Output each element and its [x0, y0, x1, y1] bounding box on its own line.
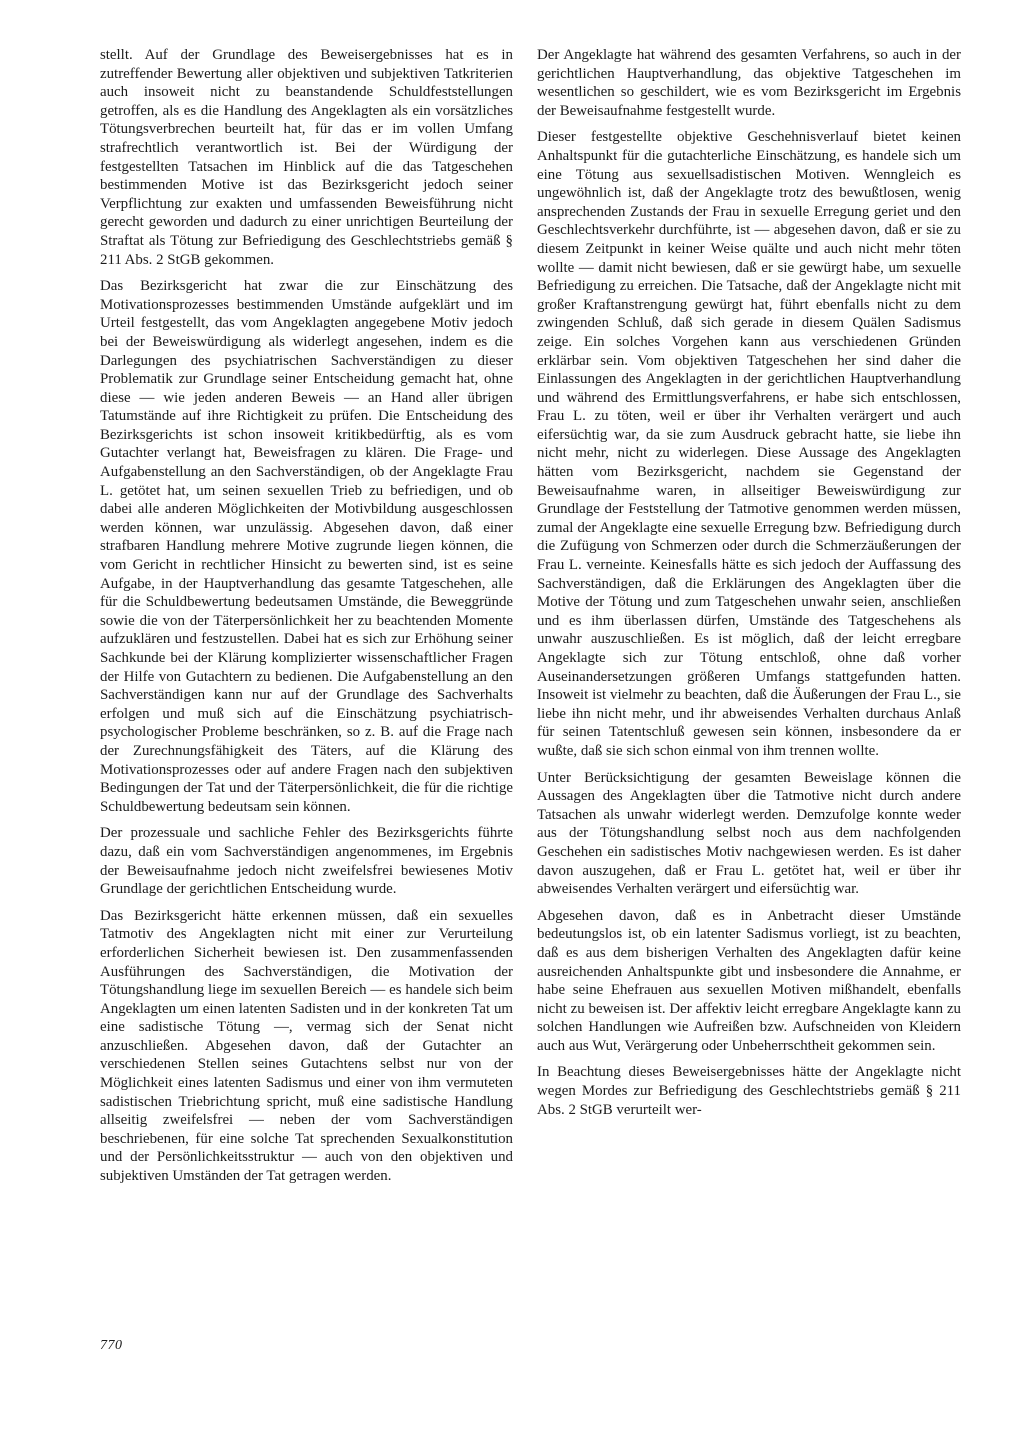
paragraph: Das Bezirksgericht hätte erkennen müssen, daß ein sexuelles Tatmotiv des Angeklagten nicht mit einer zur Verurteilung erforderlichen Sicherheit bewiesen ist. Den zusammenfassenden Ausführungen des Sachverständigen, die Motivation der Tötungshandlung liege im sexuellen Bereich — es handele sich beim Angeklagten um einen latenten Sadisten und in der konkreten Tat um eine sadistische Tötung —, vermag sich der Senat nicht anzuschließen. Abgesehen davon, daß der Gutachter an verschiedenen Stellen seines Gutachtens selbst nur von der Möglichkeit eines latenten Sadismus und einer von ihm vermuteten sadistischen Triebrichtung spricht, muß eine sadistische Handlung allseitig zweifelsfrei — neben der vom Sachverständigen beschriebenen, für eine solche Tat sprechenden Sexualkonstitution und der Persönlichkeitsstruktur — auch von den objektiven und subjektiven Umständen der Tat getragen werden.: [100, 907, 513, 1185]
paragraph: In Beachtung dieses Beweisergebnisses hätte der Angeklagte nicht wegen Mordes zur Befriedigung des Geschlechtstriebs gemäß § 211 Abs. 2 StGB verurteilt wer-: [537, 1064, 961, 1118]
right-column: [537, 46, 961, 1127]
paragraph: stellt. Auf der Grundlage des Beweisergebnisses hat es in zutreffender Bewertung aller objektiven und subjektiven Tatkriterien auch insoweit nicht zu beanstandende Schuldfeststellungen getroffen, als es die Handlung des Angeklagten als ein vorsätzliches Tötungsverbrechen beurteilt hat, für das er im vollen Umfang strafrechtlich verantwortlich ist. Bei der Würdigung der festgestellten Tatsachen im Hinblick auf die das Tatgeschehen bestimmenden Motive ist das Bezirksgericht jedoch seiner Verpflichtung zur exakten und umfassenden Beweisführung nicht gerecht geworden und dadurch zu einer unrichtigen Beurteilung der Straftat als Tötung zur Befriedigung des Geschlechtstriebs gemäß § 211 Abs. 2 StGB gekommen.: [100, 47, 513, 268]
paragraph: Unter Berücksichtigung der gesamten Beweislage können die Aussagen des Angeklagten über die Tatmotive nicht durch andere Tatsachen als unwahr widerlegt werden. Demzufolge konnte weder aus der Tötungshandlung selbst noch aus dem nachfolgenden Geschehen ein sadistisches Motiv nachgewiesen werden. Es ist daher davon auszugehen, daß er Frau L. getötet hat, weil er über ihr abweisendes Verhalten verärgert und eifersüchtig war.: [537, 769, 961, 898]
paragraph: Der prozessuale und sachliche Fehler des Bezirksgerichts führte dazu, daß ein vom Sachverständigen angenommenes, im Ergebnis der Beweisaufnahme jedoch nicht zweifelsfrei bewiesenes Motiv Grundlage der gerichtlichen Entscheidung wurde.: [100, 825, 513, 898]
paragraph: Der Angeklagte hat während des gesamten Verfahrens, so auch in der gerichtlichen Hauptverhandlung, das objektive Tatgeschehen im wesentlichen so geschildert, wie es vom Bezirksgericht im Ergebnis der Beweisaufnahme festgestellt wurde.: [537, 47, 961, 119]
paragraph: Dieser festgestellte objektive Geschehnisverlauf bietet keinen Anhaltspunkt für die gutachterliche Einschätzung, es handele sich um eine Tötung aus sexuellsadistischen Motiven. Wenngleich es ungewöhnlich ist, daß der Angeklagte trotz des bewußtlosen, wenig ansprechenden Zustands der Frau in sexuelle Erregung geriet und den Geschlechtsverkehr durchführte, ist — abgesehen davon, daß er sie zu diesem Zeitpunkt in keiner Weise quälte und auch nicht mehr töten wollte — damit nicht bewiesen, daß er sie gewürgt habe, um sexuelle Befriedigung zu erreichen. Die Tatsache, daß der Angeklagte nicht mit großer Kraftanstrengung gewürgt hat, führt ebenfalls nicht zu dem zwingenden Schluß, daß sich gerade in diesem Quälen Sadismus zeige. Ein solches Vorgehen kann aus verschiedenen Gründen erklärbar sein. Vom objektiven Tatgeschehen her sind daher die Einlassungen des Angeklagten in der gerichtlichen Hauptverhandlung und während des Ermittlungsverfahrens, er habe sich entschlossen, Frau L. zu töten, weil er über ihr Verhalten verärgert und auch eifersüchtig war, da sie zum Ausdruck gebracht hatte, sie liebe ihn nicht mehr, nicht zu widerlegen. Diese Aussage des Angeklagten hätten vom Bezirksgericht, nachdem sie Gegenstand der Beweisaufnahme waren, in allseitiger Beweiswürdigung zur Grundlage der Feststellung der Tatmotive genommen werden müssen, zumal der Angeklagte eine sexuelle Erregung bzw. Befriedigung durch die Zufügung von Schmerzen oder durch die Schmerzäußerungen der Frau L. verneinte. Keinesfalls hätte es sich jedoch der Auffassung des Sachverständigen, daß die Erklärungen des Angeklagten über die Motive der Tötung und zum Tatgeschehen unwahr seien, anschließen und es ihm überlassen dürfen, Umstände des Tatgeschehens als unwahr auszuschließen. Es ist möglich, daß der leicht erregbare Angeklagte sich zur Tötung entschloß, ohne daß vorher Auseinandersetzungen größeren Umfangs stattgefunden hatten. Insoweit ist vielmehr zu beachten, daß die Äußerungen der Frau L., sie liebe ihn nicht mehr, und ihr abweisendes Verhalten durchaus Anlaß für seinen Tatentschluß gewesen sein können, insbesondere da er wußte, daß sie sich schon einmal von ihm trennen wollte.: [537, 129, 961, 759]
paragraph: Abgesehen davon, daß es in Anbetracht dieser Umstände bedeutungslos ist, ob ein latenter Sadismus vorliegt, ist zu beachten, daß es aus dem bisherigen Verhalten des Angeklagten dafür keine ausreichenden Anhaltspunkte gibt und insbesondere die Annahme, er habe seine Ehefrauen aus sexuellen Motiven mißhandelt, ebenfalls nicht zu beweisen ist. Der affektiv leicht erregbare Angeklagte kann zu solchen Handlungen wie Aufreißen bzw. Aufschneiden von Kleidern auch aus Wut, Verärgerung oder Unbeherrschtheit gekommen sein.: [537, 907, 961, 1054]
paragraph: Das Bezirksgericht hat zwar die zur Einschätzung des Motivationsprozesses bestimmenden Umstände aufgeklärt und im Urteil festgestellt, das vom Angeklagten angegebene Motiv jedoch bei der Beweiswürdigung als widerlegt angesehen, indem es die Darlegungen des psychiatrischen Sachverständigen zu dieser Problematik zur Grundlage seiner Entscheidung gemacht hat, ohne diese — wie jeden anderen Beweis — an Hand aller übrigen Tatumstände auf ihre Richtigkeit zu prüfen. Die Entscheidung des Bezirksgerichts ist schon insoweit kritikbedürftig, als es vom Gutachter verlangt hat, Beweisfragen zu klären. Die Frage- und Aufgabenstellung an den Sachverständigen, ob der Angeklagte Frau L. getötet hat, um seinen sexuellen Trieb zu befriedigen, und ob dabei alle anderen Möglichkeiten der Motivbildung ausgeschlossen werden können, war unzulässig. Abgesehen davon, daß einer strafbaren Handlung mehrere Motive zugrunde liegen können, die vom Gericht in rechtlicher Hinsicht zu bewerten sind, ist es seine Aufgabe, in der Hauptverhandlung das gesamte Tatgeschehen, alle für die Schuldbewertung bedeutsamen Umstände, die Beweggründe sowie die von der Täterpersönlichkeit her zu beachtenden Momente aufzuklären und festzustellen. Dabei hat es sich zur Erhöhung seiner Sachkunde bei der Klärung komplizierter wissenschaftlicher Fragen der Hilfe von Gutachtern zu bedienen. Die Aufgabenstellung an den Sachverständigen kann nur auf der Grundlage des Sachverhalts erfolgen und muß sich auf die Einschätzung psychiatrisch-psychologischer Probleme beschränken, so z. B. auf die Frage nach der Zurechnungsfähigkeit des Täters, auf die Klärung des Motivationsprozesses oder auf andere Fragen nach den subjektiven Bedingungen der Tat und der Täterpersönlichkeit, die für die richtige Schuldbewertung bedeutsam sein können.: [100, 278, 513, 815]
page-number: 770: [100, 1338, 123, 1353]
left-column: [100, 46, 513, 1194]
